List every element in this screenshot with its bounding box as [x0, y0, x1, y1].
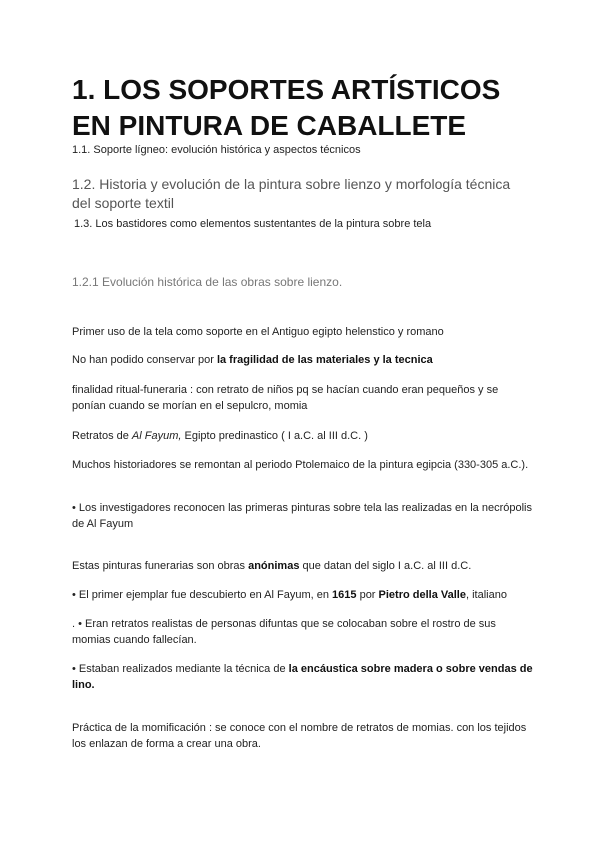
paragraph-text: Estas pinturas funerarias son obras [72, 560, 249, 572]
section-1-2-1-heading: 1.2.1 Evolución histórica de las obras sobre lienzo. [72, 275, 343, 289]
bold-text: 1615 [332, 589, 357, 601]
paragraph-text: por [356, 589, 379, 601]
document-title: 1. LOS SOPORTES ARTÍSTICOS EN PINTURA DE CABALLETE [72, 74, 501, 141]
bold-text: la encáustica sobre madera o sobre vendas de lino. [72, 663, 533, 691]
paragraph-text: que datan del siglo I a.C. al III d.C. [299, 560, 472, 572]
paragraph-retratos-fayum [72, 428, 534, 444]
paragraph-historiadores: Muchos historiadores se remontan al periodo Ptolemaico de la pintura egipcia (330-305 a.C.). [72, 459, 529, 471]
italic-text: Al Fayum, [131, 430, 182, 442]
bold-text: Pietro della Valle [378, 589, 466, 601]
paragraph-conservacion [72, 352, 534, 368]
paragraph-text: Retratos de [72, 430, 132, 442]
paragraph-text: , italiano [465, 589, 507, 601]
paragraph-primer-uso: Primer uso de la tela como soporte en el Antiguo egipto helenstico y romano [72, 326, 444, 338]
paragraph-primer-ejemplar [72, 587, 534, 603]
section-1-3-heading: 1.3. Los bastidores como elementos sustentantes de la pintura sobre tela [74, 218, 432, 230]
paragraph-momificacion: Práctica de la momificación : se conoce con el nombre de retratos de momias. con los tejidos los enlazan de forma a crear una obra. [72, 722, 527, 750]
paragraph-retratos-realistas: . • Eran retratos realistas de personas difuntas que se colocaban sobre el rostro de sus momias cuando fallecían. [72, 618, 496, 646]
bold-text: anónimas [248, 560, 300, 572]
paragraph-pinturas-funerarias [72, 558, 534, 574]
paragraph-investigadores: • Los investigadores reconocen las primeras pinturas sobre tela las realizadas en la necrópolis de Al Fayum [72, 502, 532, 530]
paragraph-text: No han podido conservar por [72, 354, 217, 366]
paragraph-text: • Estaban realizados mediante la técnica de [72, 663, 289, 675]
paragraph-tecnica-encaustica [72, 661, 534, 693]
section-1-2-heading: 1.2. Historia y evolución de la pintura sobre lienzo y morfología técnica del soporte textil [72, 176, 511, 211]
paragraph-text: Egipto predinastico ( I a.C. al III d.C. ) [181, 430, 368, 442]
paragraph-finalidad: finalidad ritual-funeraria : con retrato de niños pq se hacían cuando eran pequeños y se ponían cuando se morían en el sepulcro, momia [72, 384, 499, 412]
bold-text: la fragilidad de las materiales y la tecnica [216, 354, 433, 366]
section-1-1-heading: 1.1. Soporte lígneo: evolución histórica y aspectos técnicos [72, 144, 361, 156]
paragraph-text: • El primer ejemplar fue descubierto en Al Fayum, en [72, 589, 333, 601]
